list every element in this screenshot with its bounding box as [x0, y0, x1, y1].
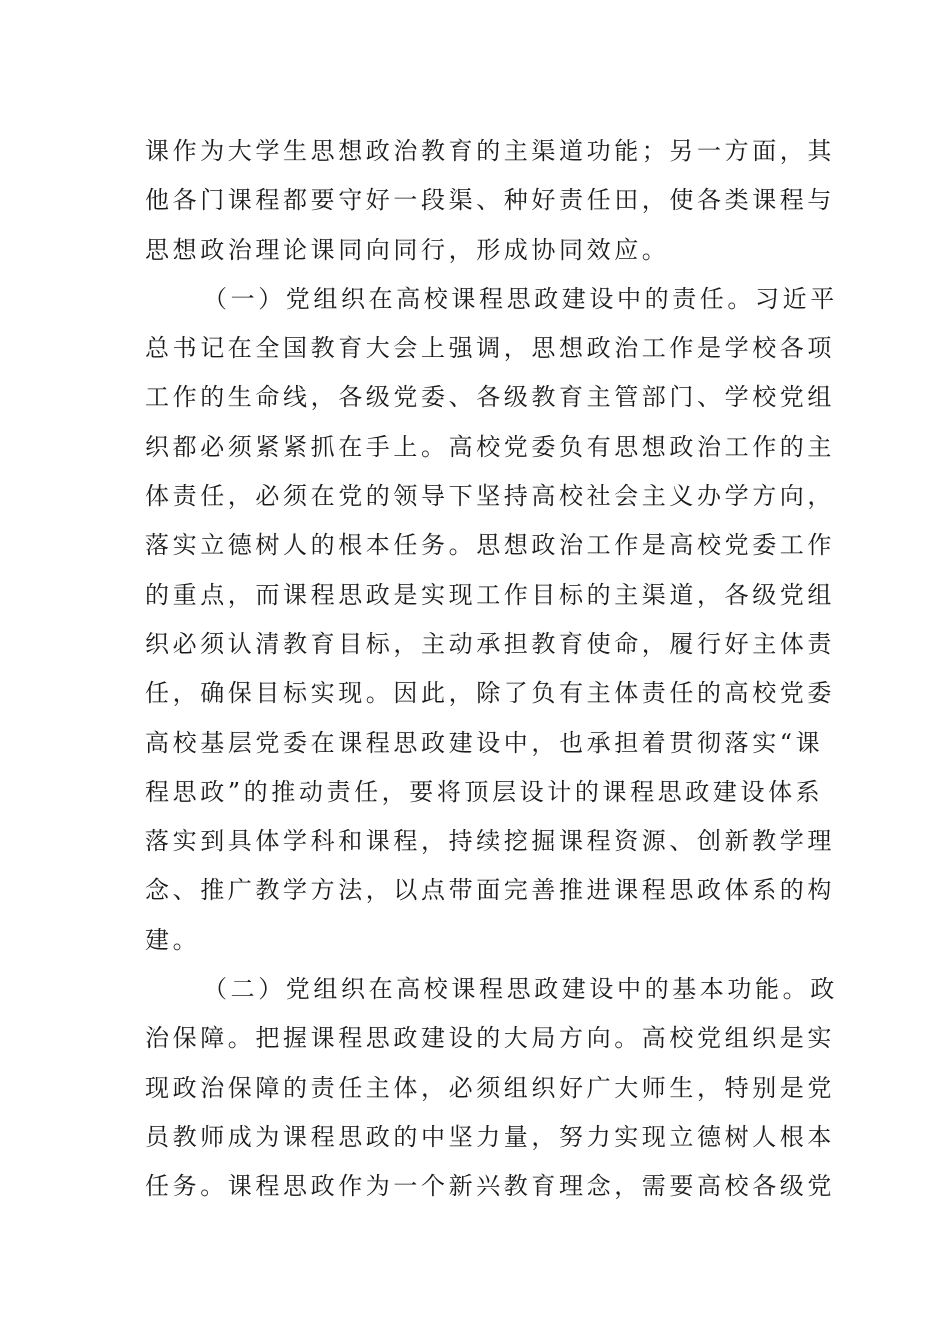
- text-line: 高校基层党委在课程思政建设中，也承担着贯彻落实“课: [145, 728, 824, 757]
- text-line: 现政治保障的责任主体，必须组织好广大师生，特别是党: [145, 1073, 835, 1102]
- text-line: 落实立德树人的根本任务。思想政治工作是高校党委工作: [145, 531, 835, 560]
- paragraph-basic-functions: [145, 965, 838, 1211]
- section-heading-line: （二）党组织在高校课程思政建设中的基本功能。政: [203, 975, 838, 1004]
- text-line: 的重点，而课程思政是实现工作目标的主渠道，各级党组: [145, 580, 835, 609]
- paragraph-continuation: [145, 127, 835, 275]
- text-line: 思想政治理论课同向同行，形成协同效应。: [145, 235, 670, 264]
- text-line: 总书记在全国教育大会上强调，思想政治工作是学校各项: [145, 334, 835, 363]
- text-line: 体责任，必须在党的领导下坚持高校社会主义办学方向，: [145, 482, 835, 511]
- text-line: 任务。课程思政作为一个新兴教育理念，需要高校各级党: [145, 1172, 835, 1201]
- section-heading-line: （一）党组织在高校课程思政建设中的责任。习近平: [203, 284, 838, 313]
- text-line: 他各门课程都要守好一段渠、种好责任田，使各类课程与: [145, 186, 835, 215]
- text-line: 落实到具体学科和课程，持续挖掘课程资源、创新教学理: [145, 827, 835, 856]
- document-page: [145, 127, 838, 1212]
- text-line: 员教师成为课程思政的中坚力量，努力实现立德树人根本: [145, 1122, 835, 1151]
- text-line: 念、推广教学方法，以点带面完善推进课程思政体系的构: [145, 876, 835, 905]
- text-line: 工作的生命线，各级党委、各级教育主管部门、学校党组: [145, 383, 835, 412]
- text-line: 课作为大学生思想政治教育的主渠道功能；另一方面，其: [145, 137, 835, 165]
- text-line: 织都必须紧紧抓在手上。高校党委负有思想政治工作的主: [145, 432, 835, 461]
- paragraph-responsibility: [145, 275, 838, 965]
- text-line: 程思政”的推动责任，要将顶层设计的课程思政建设体系: [145, 777, 824, 806]
- text-line: 治保障。把握课程思政建设的大局方向。高校党组织是实: [145, 1024, 835, 1053]
- text-line: 任，确保目标实现。因此，除了负有主体责任的高校党委: [145, 679, 835, 708]
- text-line: 建。: [145, 925, 201, 954]
- text-line: 织必须认清教育目标，主动承担教育使命，履行好主体责: [145, 629, 835, 658]
